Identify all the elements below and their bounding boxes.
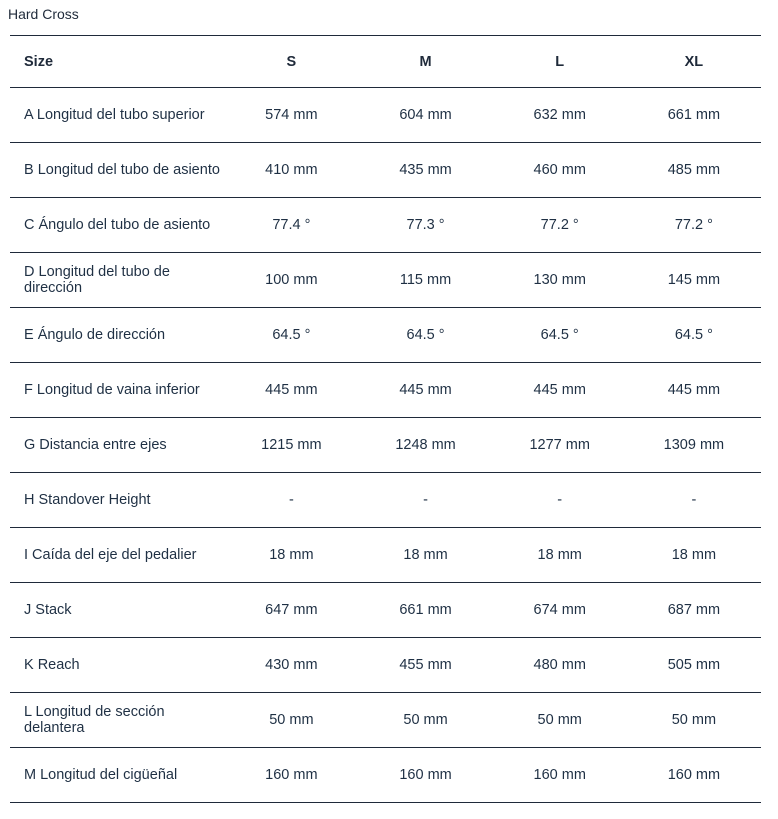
table-cell: 160 mm: [358, 748, 492, 803]
table-cell: -: [493, 473, 627, 528]
table-cell: 18 mm: [627, 528, 761, 583]
table-cell: 77.3 °: [358, 198, 492, 253]
table-cell: 1277 mm: [493, 418, 627, 473]
table-cell: 64.5 °: [224, 308, 358, 363]
table-cell: 64.5 °: [358, 308, 492, 363]
table-row: [10, 748, 761, 803]
table-cell: 50 mm: [358, 693, 492, 748]
table-cell: 50 mm: [224, 693, 358, 748]
row-label: G Distancia entre ejes: [10, 418, 224, 473]
table-cell: 160 mm: [493, 748, 627, 803]
table-cell: 410 mm: [224, 143, 358, 198]
table-cell: 64.5 °: [627, 308, 761, 363]
table-row: [10, 638, 761, 693]
size-l-header: L: [493, 36, 627, 88]
table-cell: -: [224, 473, 358, 528]
table-cell: 160 mm: [224, 748, 358, 803]
table-cell: 460 mm: [493, 143, 627, 198]
table-cell: 632 mm: [493, 88, 627, 143]
row-label: M Longitud del cigüeñal: [10, 748, 224, 803]
table-cell: 445 mm: [224, 363, 358, 418]
table-cell: 145 mm: [627, 253, 761, 308]
size-s-header: S: [224, 36, 358, 88]
table-cell: 604 mm: [358, 88, 492, 143]
table-cell: 574 mm: [224, 88, 358, 143]
row-label: F Longitud de vaina inferior: [10, 363, 224, 418]
size-xl-header: XL: [627, 36, 761, 88]
table-cell: 430 mm: [224, 638, 358, 693]
table-cell: 50 mm: [627, 693, 761, 748]
table-header-row: [10, 36, 761, 88]
table-cell: 77.2 °: [627, 198, 761, 253]
row-label: J Stack: [10, 583, 224, 638]
table-row: [10, 418, 761, 473]
row-label: E Ángulo de dirección: [10, 308, 224, 363]
table-cell: 445 mm: [493, 363, 627, 418]
table-row: [10, 528, 761, 583]
row-label: L Longitud de sección delantera: [10, 693, 224, 748]
table-row: [10, 143, 761, 198]
table-cell: -: [627, 473, 761, 528]
size-header: Size: [10, 36, 224, 88]
table-row: [10, 88, 761, 143]
table-row: [10, 363, 761, 418]
table-cell: 100 mm: [224, 253, 358, 308]
table-cell: 160 mm: [627, 748, 761, 803]
table-cell: 505 mm: [627, 638, 761, 693]
table-cell: 674 mm: [493, 583, 627, 638]
table-row: [10, 253, 761, 308]
table-cell: 115 mm: [358, 253, 492, 308]
table-cell: 435 mm: [358, 143, 492, 198]
table-cell: 445 mm: [358, 363, 492, 418]
table-cell: 687 mm: [627, 583, 761, 638]
row-label: A Longitud del tubo superior: [10, 88, 224, 143]
row-label: C Ángulo del tubo de asiento: [10, 198, 224, 253]
table-cell: 1215 mm: [224, 418, 358, 473]
table-cell: 1309 mm: [627, 418, 761, 473]
row-label: B Longitud del tubo de asiento: [10, 143, 224, 198]
table-row: [10, 473, 761, 528]
table-cell: 77.4 °: [224, 198, 358, 253]
row-label: H Standover Height: [10, 473, 224, 528]
table-cell: 18 mm: [358, 528, 492, 583]
table-cell: -: [358, 473, 492, 528]
table-cell: 50 mm: [493, 693, 627, 748]
table-cell: 130 mm: [493, 253, 627, 308]
row-label: D Longitud del tubo de dirección: [10, 253, 224, 308]
table-row: [10, 583, 761, 638]
table-cell: 455 mm: [358, 638, 492, 693]
size-m-header: M: [358, 36, 492, 88]
table-cell: 445 mm: [627, 363, 761, 418]
table-cell: 647 mm: [224, 583, 358, 638]
table-row: [10, 308, 761, 363]
table-row: [10, 693, 761, 748]
table-cell: 1248 mm: [358, 418, 492, 473]
page-title: Hard Cross: [8, 6, 79, 22]
row-label: I Caída del eje del pedalier: [10, 528, 224, 583]
table-cell: 18 mm: [224, 528, 358, 583]
table-cell: 661 mm: [358, 583, 492, 638]
table-row: [10, 198, 761, 253]
table-cell: 480 mm: [493, 638, 627, 693]
row-label: K Reach: [10, 638, 224, 693]
geometry-table: [10, 35, 761, 803]
table-cell: 77.2 °: [493, 198, 627, 253]
table-cell: 64.5 °: [493, 308, 627, 363]
table-cell: 18 mm: [493, 528, 627, 583]
table-cell: 661 mm: [627, 88, 761, 143]
table-cell: 485 mm: [627, 143, 761, 198]
